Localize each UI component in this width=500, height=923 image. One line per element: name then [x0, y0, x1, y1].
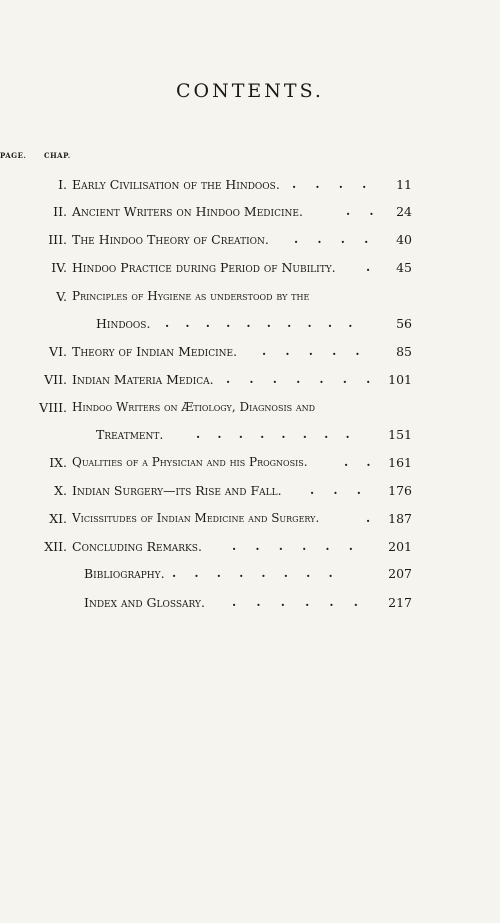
page-number: 56	[396, 316, 412, 331]
leader-dots: . . .	[310, 483, 361, 497]
toc-entry	[0, 372, 500, 392]
chapter-title: Vicissitudes of Indian Medicine and Surgery.	[72, 511, 320, 525]
toc-entry	[0, 289, 500, 309]
chapter-number: XI.	[49, 511, 67, 526]
leader-dots: . . . . . .	[232, 595, 358, 609]
chapter-title: Qualities of a Physician and his Prognosis.	[72, 455, 308, 469]
chapter-number: VI.	[49, 344, 67, 359]
toc-entry	[0, 566, 500, 586]
toc-entry	[0, 400, 500, 420]
page-number: 101	[388, 372, 412, 387]
chapter-title: Hindoo Practice during Period of Nubility.	[72, 260, 336, 275]
toc-entry	[0, 260, 500, 280]
chapter-number: IX.	[49, 455, 67, 470]
chapter-number: IV.	[51, 260, 67, 275]
chapter-title: Indian Materia Medica.	[72, 372, 214, 387]
leader-dots: .	[366, 511, 371, 525]
chapter-title: Concluding Remarks.	[72, 539, 202, 554]
leader-dots: .	[366, 260, 371, 274]
chapter-title: Bibliography.	[84, 566, 165, 581]
page-number: 11	[396, 177, 412, 192]
leader-dots: . . . .	[294, 232, 369, 246]
page-number: 151	[388, 427, 412, 442]
page-number: 24	[396, 204, 412, 219]
leader-dots: . . . . . .	[232, 539, 353, 553]
toc-entry	[0, 344, 500, 364]
toc-entry	[0, 595, 500, 615]
chapter-title: Treatment.	[96, 427, 164, 442]
page-number: 217	[388, 595, 412, 610]
leader-dots: . . . . . . . . . .	[165, 316, 353, 330]
toc-entry	[0, 483, 500, 503]
page-number: 187	[388, 511, 412, 526]
chapter-number: III.	[48, 232, 67, 247]
leader-dots: . . . . . . . .	[196, 427, 350, 441]
page-number: 40	[396, 232, 412, 247]
chapter-title: Hindoos.	[96, 316, 151, 331]
toc-entry	[0, 204, 500, 224]
toc-entry	[0, 511, 500, 531]
page-number: 207	[388, 566, 412, 581]
toc-entry-continuation	[0, 316, 500, 336]
chapter-number: VIII.	[39, 400, 67, 415]
chapter-number: VII.	[44, 372, 67, 387]
page-number: 85	[396, 344, 412, 359]
page-number: 161	[388, 455, 412, 470]
page-number: 45	[396, 260, 412, 275]
page-column-header: PAGE.	[0, 151, 27, 160]
toc-entry	[0, 455, 500, 475]
chapter-title: Theory of Indian Medicine.	[72, 344, 238, 359]
page-title: CONTENTS.	[176, 80, 324, 102]
page-number: 201	[388, 539, 412, 554]
leader-dots: . .	[344, 455, 371, 469]
leader-dots: . . . . .	[262, 344, 360, 358]
leader-dots: . . . . . . .	[226, 372, 371, 386]
chapter-title: Index and Glossary.	[84, 595, 205, 610]
toc-entry	[0, 232, 500, 252]
chapter-number: I.	[58, 177, 67, 192]
leader-dots: . .	[346, 204, 374, 218]
chapter-title: Ancient Writers on Hindoo Medicine.	[72, 204, 303, 219]
chapter-title: The Hindoo Theory of Creation.	[72, 232, 269, 247]
leader-dots: . . . . . . . .	[172, 566, 333, 580]
toc-entry	[0, 177, 500, 197]
page-number: 176	[388, 483, 412, 498]
chapter-number: X.	[54, 483, 67, 498]
chapter-title: Early Civilisation of the Hindoos.	[72, 177, 280, 192]
chapter-number: XII.	[44, 539, 67, 554]
chapter-title: Indian Surgery—its Rise and Fall.	[72, 483, 282, 498]
chapter-number: II.	[53, 204, 67, 219]
chapter-column-header: CHAP.	[44, 151, 71, 160]
toc-entry	[0, 539, 500, 559]
toc-entry-continuation	[0, 427, 500, 447]
chapter-title: Principles of Hygiene as understood by the	[72, 289, 310, 303]
chapter-number: V.	[56, 289, 67, 304]
chapter-title: Hindoo Writers on Ætiology, Diagnosis and	[72, 400, 316, 414]
leader-dots: . . . .	[292, 177, 367, 191]
